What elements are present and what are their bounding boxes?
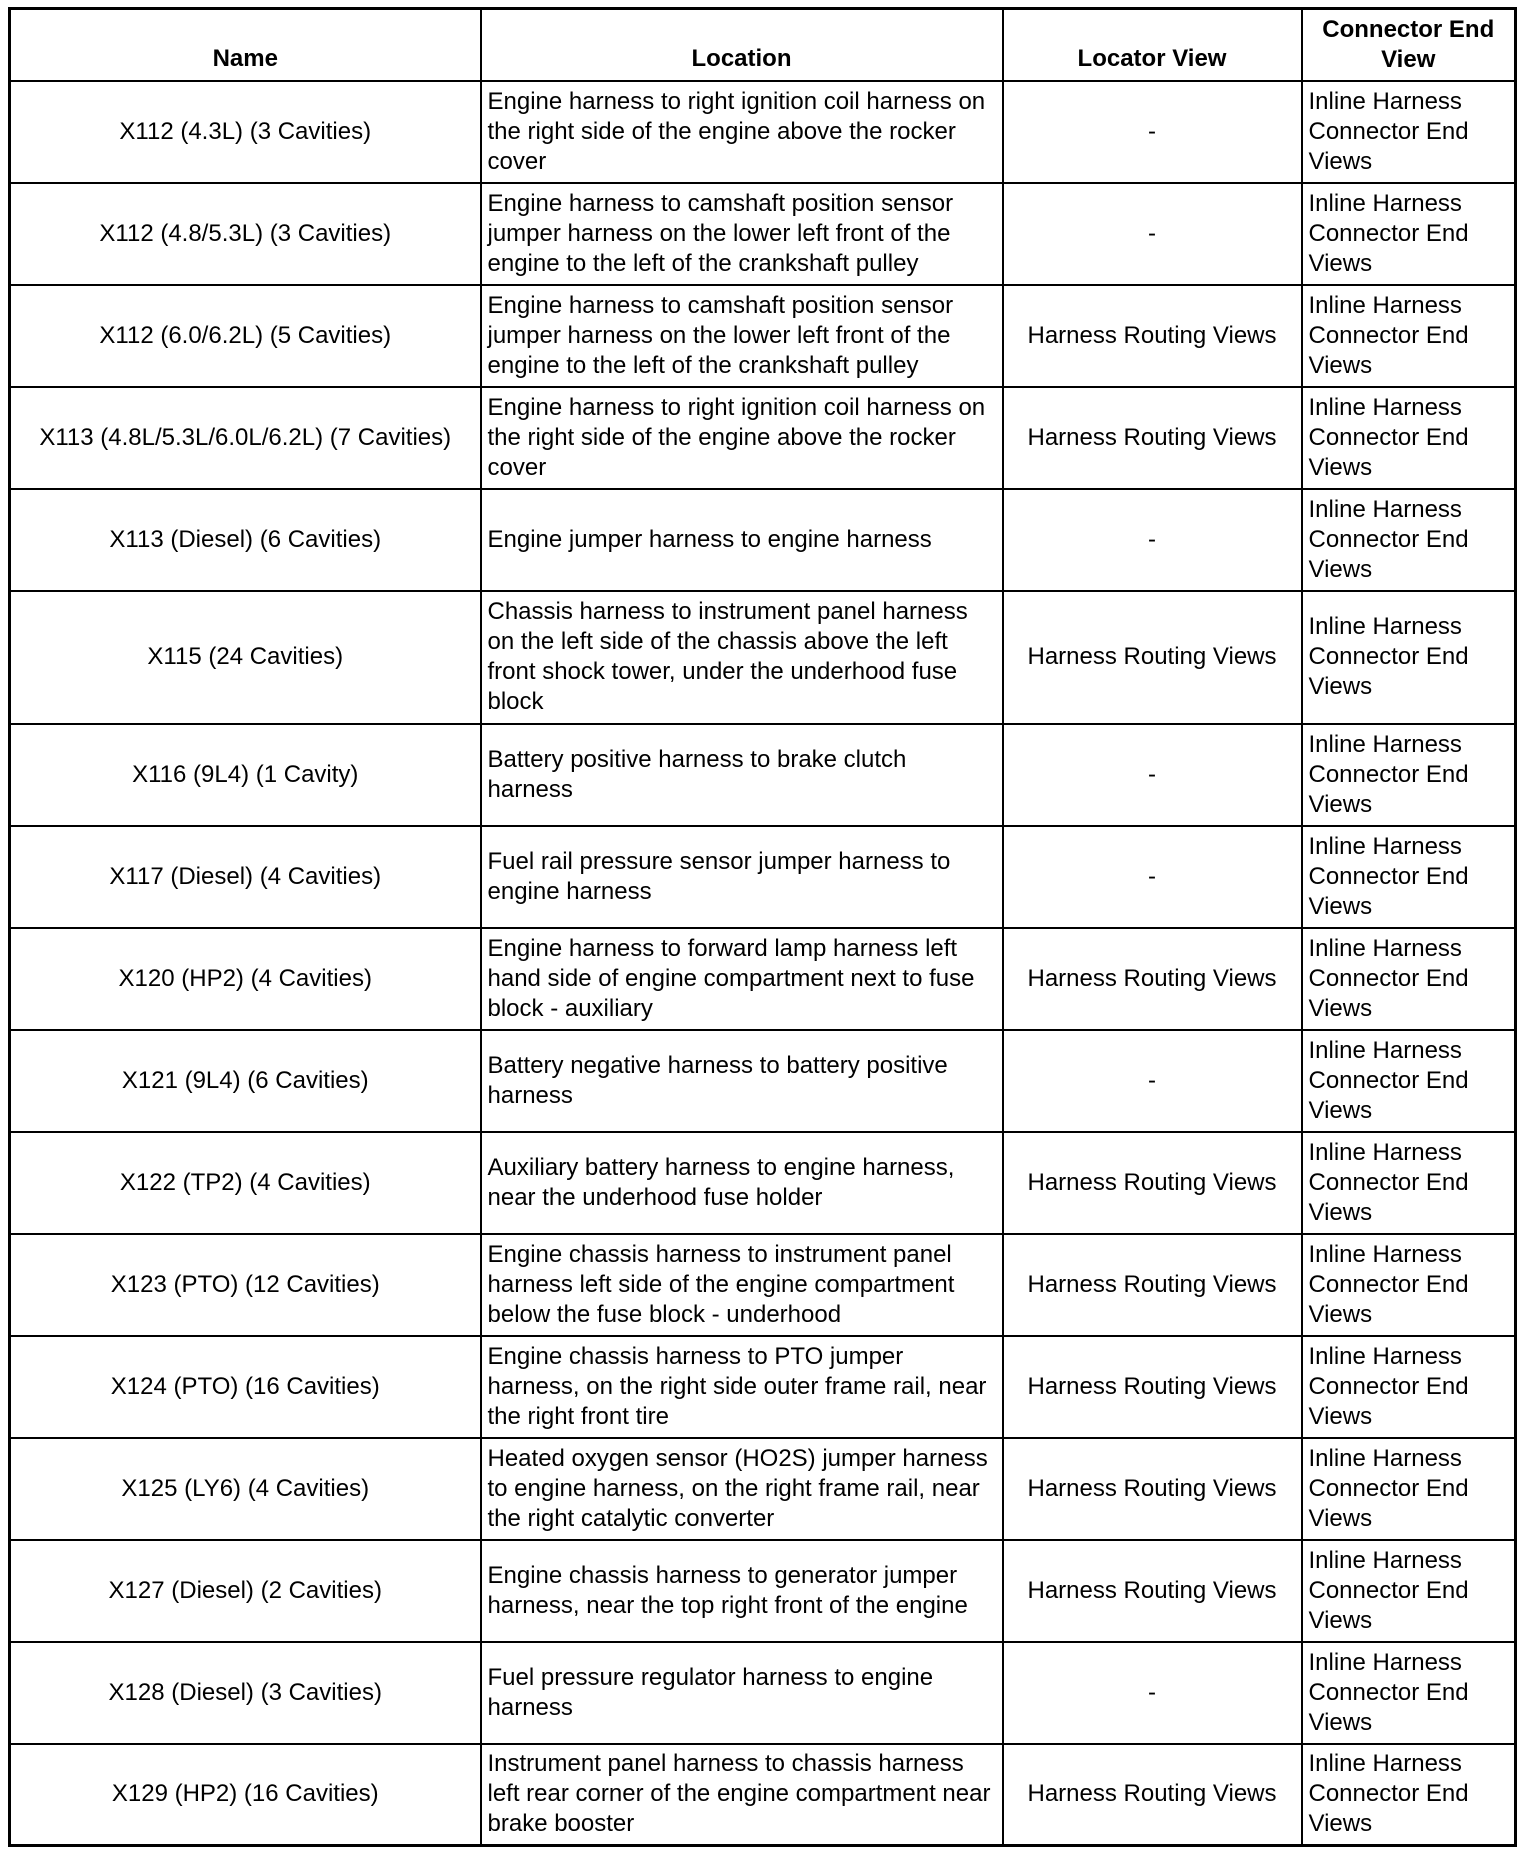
cell-connector-end-view: Inline Harness Connector End Views <box>1302 1030 1516 1132</box>
cell-connector-end-view: Inline Harness Connector End Views <box>1302 285 1516 387</box>
header-name: Name <box>10 9 481 81</box>
cell-location: Engine harness to right ignition coil harness on the right side of the engine above the rocker cover <box>481 81 1003 183</box>
cell-name: X124 (PTO) (16 Cavities) <box>10 1336 481 1438</box>
cell-connector-end-view: Inline Harness Connector End Views <box>1302 1438 1516 1540</box>
cell-name: X128 (Diesel) (3 Cavities) <box>10 1642 481 1744</box>
header-row <box>10 9 1516 81</box>
cell-location: Engine chassis harness to instrument panel harness left side of the engine compartment below the fuse block - underhood <box>481 1234 1003 1336</box>
cell-locator-view: - <box>1003 183 1302 285</box>
cell-connector-end-view: Inline Harness Connector End Views <box>1302 81 1516 183</box>
cell-locator-view: - <box>1003 489 1302 591</box>
table-row <box>10 489 1516 591</box>
cell-name: X120 (HP2) (4 Cavities) <box>10 928 481 1030</box>
table-row <box>10 1132 1516 1234</box>
cell-connector-end-view: Inline Harness Connector End Views <box>1302 1336 1516 1438</box>
cell-connector-end-view: Inline Harness Connector End Views <box>1302 724 1516 826</box>
cell-name: X116 (9L4) (1 Cavity) <box>10 724 481 826</box>
cell-locator-view: Harness Routing Views <box>1003 928 1302 1030</box>
cell-connector-end-view: Inline Harness Connector End Views <box>1302 1744 1516 1846</box>
cell-location: Fuel rail pressure sensor jumper harness to engine harness <box>481 826 1003 928</box>
table-row <box>10 591 1516 724</box>
header-locator-view: Locator View <box>1003 9 1302 81</box>
cell-connector-end-view: Inline Harness Connector End Views <box>1302 1132 1516 1234</box>
cell-name: X117 (Diesel) (4 Cavities) <box>10 826 481 928</box>
cell-locator-view: Harness Routing Views <box>1003 285 1302 387</box>
cell-location: Engine chassis harness to PTO jumper harness, on the right side outer frame rail, near the right front tire <box>481 1336 1003 1438</box>
cell-name: X112 (4.3L) (3 Cavities) <box>10 81 481 183</box>
cell-location: Engine chassis harness to generator jumper harness, near the top right front of the engine <box>481 1540 1003 1642</box>
table-row <box>10 724 1516 826</box>
cell-locator-view: Harness Routing Views <box>1003 1744 1302 1846</box>
table-row <box>10 1030 1516 1132</box>
cell-connector-end-view: Inline Harness Connector End Views <box>1302 183 1516 285</box>
cell-location: Auxiliary battery harness to engine harness, near the underhood fuse holder <box>481 1132 1003 1234</box>
cell-name: X112 (6.0/6.2L) (5 Cavities) <box>10 285 481 387</box>
cell-name: X127 (Diesel) (2 Cavities) <box>10 1540 481 1642</box>
table-row <box>10 1336 1516 1438</box>
cell-name: X129 (HP2) (16 Cavities) <box>10 1744 481 1846</box>
cell-location: Instrument panel harness to chassis harness left rear corner of the engine compartment near brake booster <box>481 1744 1003 1846</box>
table-row <box>10 183 1516 285</box>
table-row <box>10 1642 1516 1744</box>
cell-connector-end-view: Inline Harness Connector End Views <box>1302 489 1516 591</box>
cell-locator-view: Harness Routing Views <box>1003 1438 1302 1540</box>
cell-name: X121 (9L4) (6 Cavities) <box>10 1030 481 1132</box>
cell-location: Battery positive harness to brake clutch harness <box>481 724 1003 826</box>
cell-connector-end-view: Inline Harness Connector End Views <box>1302 928 1516 1030</box>
cell-locator-view: - <box>1003 1642 1302 1744</box>
cell-name: X115 (24 Cavities) <box>10 591 481 724</box>
table-row <box>10 928 1516 1030</box>
header-location: Location <box>481 9 1003 81</box>
cell-locator-view: - <box>1003 81 1302 183</box>
table-row <box>10 1234 1516 1336</box>
cell-location: Fuel pressure regulator harness to engine harness <box>481 1642 1003 1744</box>
cell-location: Chassis harness to instrument panel harness on the left side of the chassis above the left front shock tower, under the underhood fuse block <box>481 591 1003 724</box>
cell-locator-view: - <box>1003 724 1302 826</box>
connector-table <box>8 7 1517 1847</box>
header-connector-end-view: Connector End View <box>1302 9 1516 81</box>
cell-locator-view: Harness Routing Views <box>1003 1132 1302 1234</box>
table-row <box>10 81 1516 183</box>
cell-connector-end-view: Inline Harness Connector End Views <box>1302 1540 1516 1642</box>
table-row <box>10 1744 1516 1846</box>
cell-locator-view: Harness Routing Views <box>1003 1540 1302 1642</box>
cell-locator-view: - <box>1003 826 1302 928</box>
cell-locator-view: - <box>1003 1030 1302 1132</box>
cell-name: X122 (TP2) (4 Cavities) <box>10 1132 481 1234</box>
cell-name: X113 (4.8L/5.3L/6.0L/6.2L) (7 Cavities) <box>10 387 481 489</box>
cell-location: Engine jumper harness to engine harness <box>481 489 1003 591</box>
cell-locator-view: Harness Routing Views <box>1003 591 1302 724</box>
cell-location: Engine harness to forward lamp harness left hand side of engine compartment next to fuse block - auxiliary <box>481 928 1003 1030</box>
cell-location: Heated oxygen sensor (HO2S) jumper harness to engine harness, on the right frame rail, near the right catalytic converter <box>481 1438 1003 1540</box>
table-row <box>10 387 1516 489</box>
cell-connector-end-view: Inline Harness Connector End Views <box>1302 387 1516 489</box>
cell-name: X112 (4.8/5.3L) (3 Cavities) <box>10 183 481 285</box>
cell-locator-view: Harness Routing Views <box>1003 387 1302 489</box>
cell-connector-end-view: Inline Harness Connector End Views <box>1302 1234 1516 1336</box>
cell-location: Engine harness to camshaft position sensor jumper harness on the lower left front of the engine to the left of the crankshaft pulley <box>481 183 1003 285</box>
cell-location: Battery negative harness to battery positive harness <box>481 1030 1003 1132</box>
cell-connector-end-view: Inline Harness Connector End Views <box>1302 826 1516 928</box>
cell-name: X113 (Diesel) (6 Cavities) <box>10 489 481 591</box>
cell-connector-end-view: Inline Harness Connector End Views <box>1302 591 1516 724</box>
cell-locator-view: Harness Routing Views <box>1003 1336 1302 1438</box>
cell-location: Engine harness to camshaft position sensor jumper harness on the lower left front of the engine to the left of the crankshaft pulley <box>481 285 1003 387</box>
table-row <box>10 826 1516 928</box>
table-row <box>10 1438 1516 1540</box>
cell-name: X125 (LY6) (4 Cavities) <box>10 1438 481 1540</box>
table-row <box>10 1540 1516 1642</box>
cell-location: Engine harness to right ignition coil harness on the right side of the engine above the rocker cover <box>481 387 1003 489</box>
cell-locator-view: Harness Routing Views <box>1003 1234 1302 1336</box>
cell-connector-end-view: Inline Harness Connector End Views <box>1302 1642 1516 1744</box>
table-row <box>10 285 1516 387</box>
cell-name: X123 (PTO) (12 Cavities) <box>10 1234 481 1336</box>
